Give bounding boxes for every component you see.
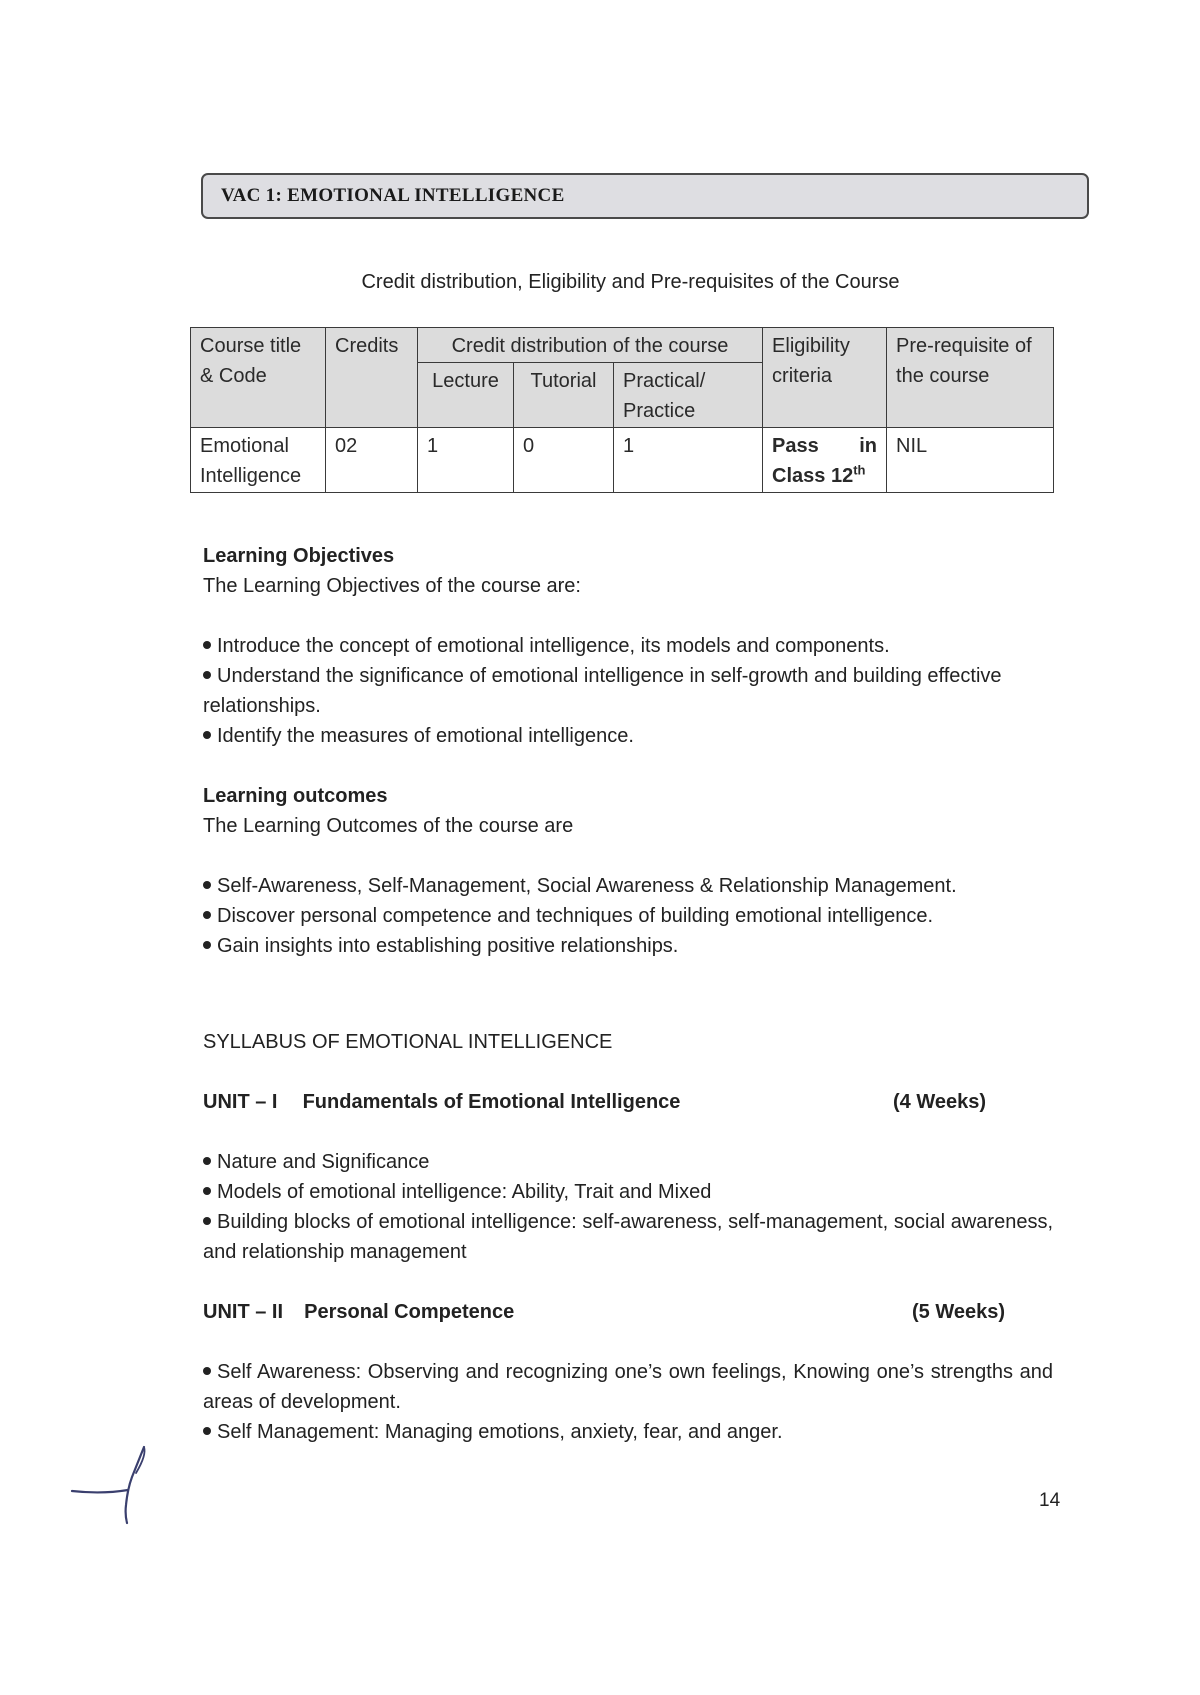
unit-1-topics bbox=[203, 1147, 1053, 1267]
list-item: Self-Awareness, Self-Management, Social Awareness & Relationship Management. bbox=[203, 871, 1053, 901]
objectives-heading: Learning Objectives bbox=[203, 545, 395, 567]
list-item: Introduce the concept of emotional intelligence, its models and components. bbox=[203, 631, 1053, 661]
bullet-icon bbox=[203, 1427, 211, 1435]
outcomes-intro: The Learning Outcomes of the course are bbox=[203, 815, 574, 837]
header-eligibility: Eligibility criteria bbox=[763, 328, 887, 428]
list-item: Building blocks of emotional intelligence: self-awareness, self-management, social awareness, and relationship management bbox=[203, 1211, 1053, 1263]
cell-course: Emotional Intelligence bbox=[191, 428, 326, 493]
bullet-icon bbox=[203, 641, 211, 649]
cell-tutorial: 0 bbox=[514, 428, 614, 493]
bullet-icon bbox=[203, 881, 211, 889]
bullet-icon bbox=[203, 731, 211, 739]
header-prerequisite: Pre-requisite of the course bbox=[887, 328, 1054, 428]
unit-1-heading bbox=[203, 1087, 680, 1117]
cell-lecture: 1 bbox=[418, 428, 514, 493]
unit-1-title: Fundamentals of Emotional Intelligence bbox=[302, 1091, 681, 1113]
course-title-box bbox=[201, 173, 1089, 219]
syllabus-heading: SYLLABUS OF EMOTIONAL INTELLIGENCE bbox=[203, 1031, 613, 1053]
bullet-icon bbox=[203, 1187, 211, 1195]
outcomes-list bbox=[203, 871, 1053, 961]
list-item: Gain insights into establishing positive relationships. bbox=[203, 931, 1053, 961]
header-lecture: Lecture bbox=[418, 363, 514, 428]
signature-mark bbox=[60, 1445, 160, 1525]
course-title: VAC 1: EMOTIONAL INTELLIGENCE bbox=[221, 185, 565, 206]
eligibility-word-pass: Pass bbox=[772, 435, 819, 457]
list-item: Nature and Significance bbox=[203, 1147, 1053, 1177]
objectives-intro: The Learning Objectives of the course are: bbox=[203, 575, 581, 597]
table-header-row bbox=[191, 328, 1054, 363]
unit-2-duration: (5 Weeks) bbox=[912, 1301, 1006, 1323]
list-item: Identify the measures of emotional intelligence. bbox=[203, 721, 1053, 751]
header-course-title: Course title & Code bbox=[191, 328, 326, 428]
header-tutorial: Tutorial bbox=[514, 363, 614, 428]
page-number: 14 bbox=[1039, 1490, 1061, 1511]
bullet-icon bbox=[203, 911, 211, 919]
bullet-icon bbox=[203, 671, 211, 679]
unit-2-topics bbox=[203, 1357, 1053, 1447]
unit-2-label: UNIT – II bbox=[203, 1301, 284, 1323]
table-caption: Credit distribution, Eligibility and Pre-requisites of the Course bbox=[361, 271, 900, 293]
list-item: Discover personal competence and techniques of building emotional intelligence. bbox=[203, 901, 1053, 931]
cell-credits: 02 bbox=[326, 428, 418, 493]
eligibility-class: Class 12 bbox=[772, 465, 854, 487]
list-item: Understand the significance of emotional intelligence in self-growth and building effective relationships. bbox=[203, 665, 1002, 717]
table-row bbox=[191, 428, 1054, 493]
cell-prerequisite: NIL bbox=[887, 428, 1054, 493]
unit-1-label: UNIT – I bbox=[203, 1091, 278, 1113]
list-item: Self Awareness: Observing and recognizing one’s own feelings, Knowing one’s strengths and areas of development. bbox=[203, 1361, 1053, 1413]
bullet-icon bbox=[203, 1367, 211, 1375]
credit-distribution-table bbox=[190, 327, 1054, 493]
bullet-icon bbox=[203, 941, 211, 949]
list-item: Self Management: Managing emotions, anxiety, fear, and anger. bbox=[203, 1417, 1053, 1447]
bullet-icon bbox=[203, 1217, 211, 1225]
header-credits: Credits bbox=[326, 328, 418, 428]
unit-2-heading bbox=[203, 1297, 514, 1327]
objectives-list bbox=[203, 631, 1053, 751]
eligibility-superscript: th bbox=[853, 462, 866, 478]
eligibility-word-in: in bbox=[859, 435, 878, 457]
cell-eligibility bbox=[763, 428, 887, 493]
list-item: Models of emotional intelligence: Ability, Trait and Mixed bbox=[203, 1177, 1053, 1207]
unit-1-duration: (4 Weeks) bbox=[893, 1091, 987, 1113]
cell-practical: 1 bbox=[614, 428, 763, 493]
bullet-icon bbox=[203, 1157, 211, 1165]
outcomes-heading: Learning outcomes bbox=[203, 785, 388, 807]
header-credit-distribution: Credit distribution of the course bbox=[418, 328, 763, 363]
unit-2-title: Personal Competence bbox=[304, 1301, 515, 1323]
header-practical: Practical/ Practice bbox=[614, 363, 763, 428]
